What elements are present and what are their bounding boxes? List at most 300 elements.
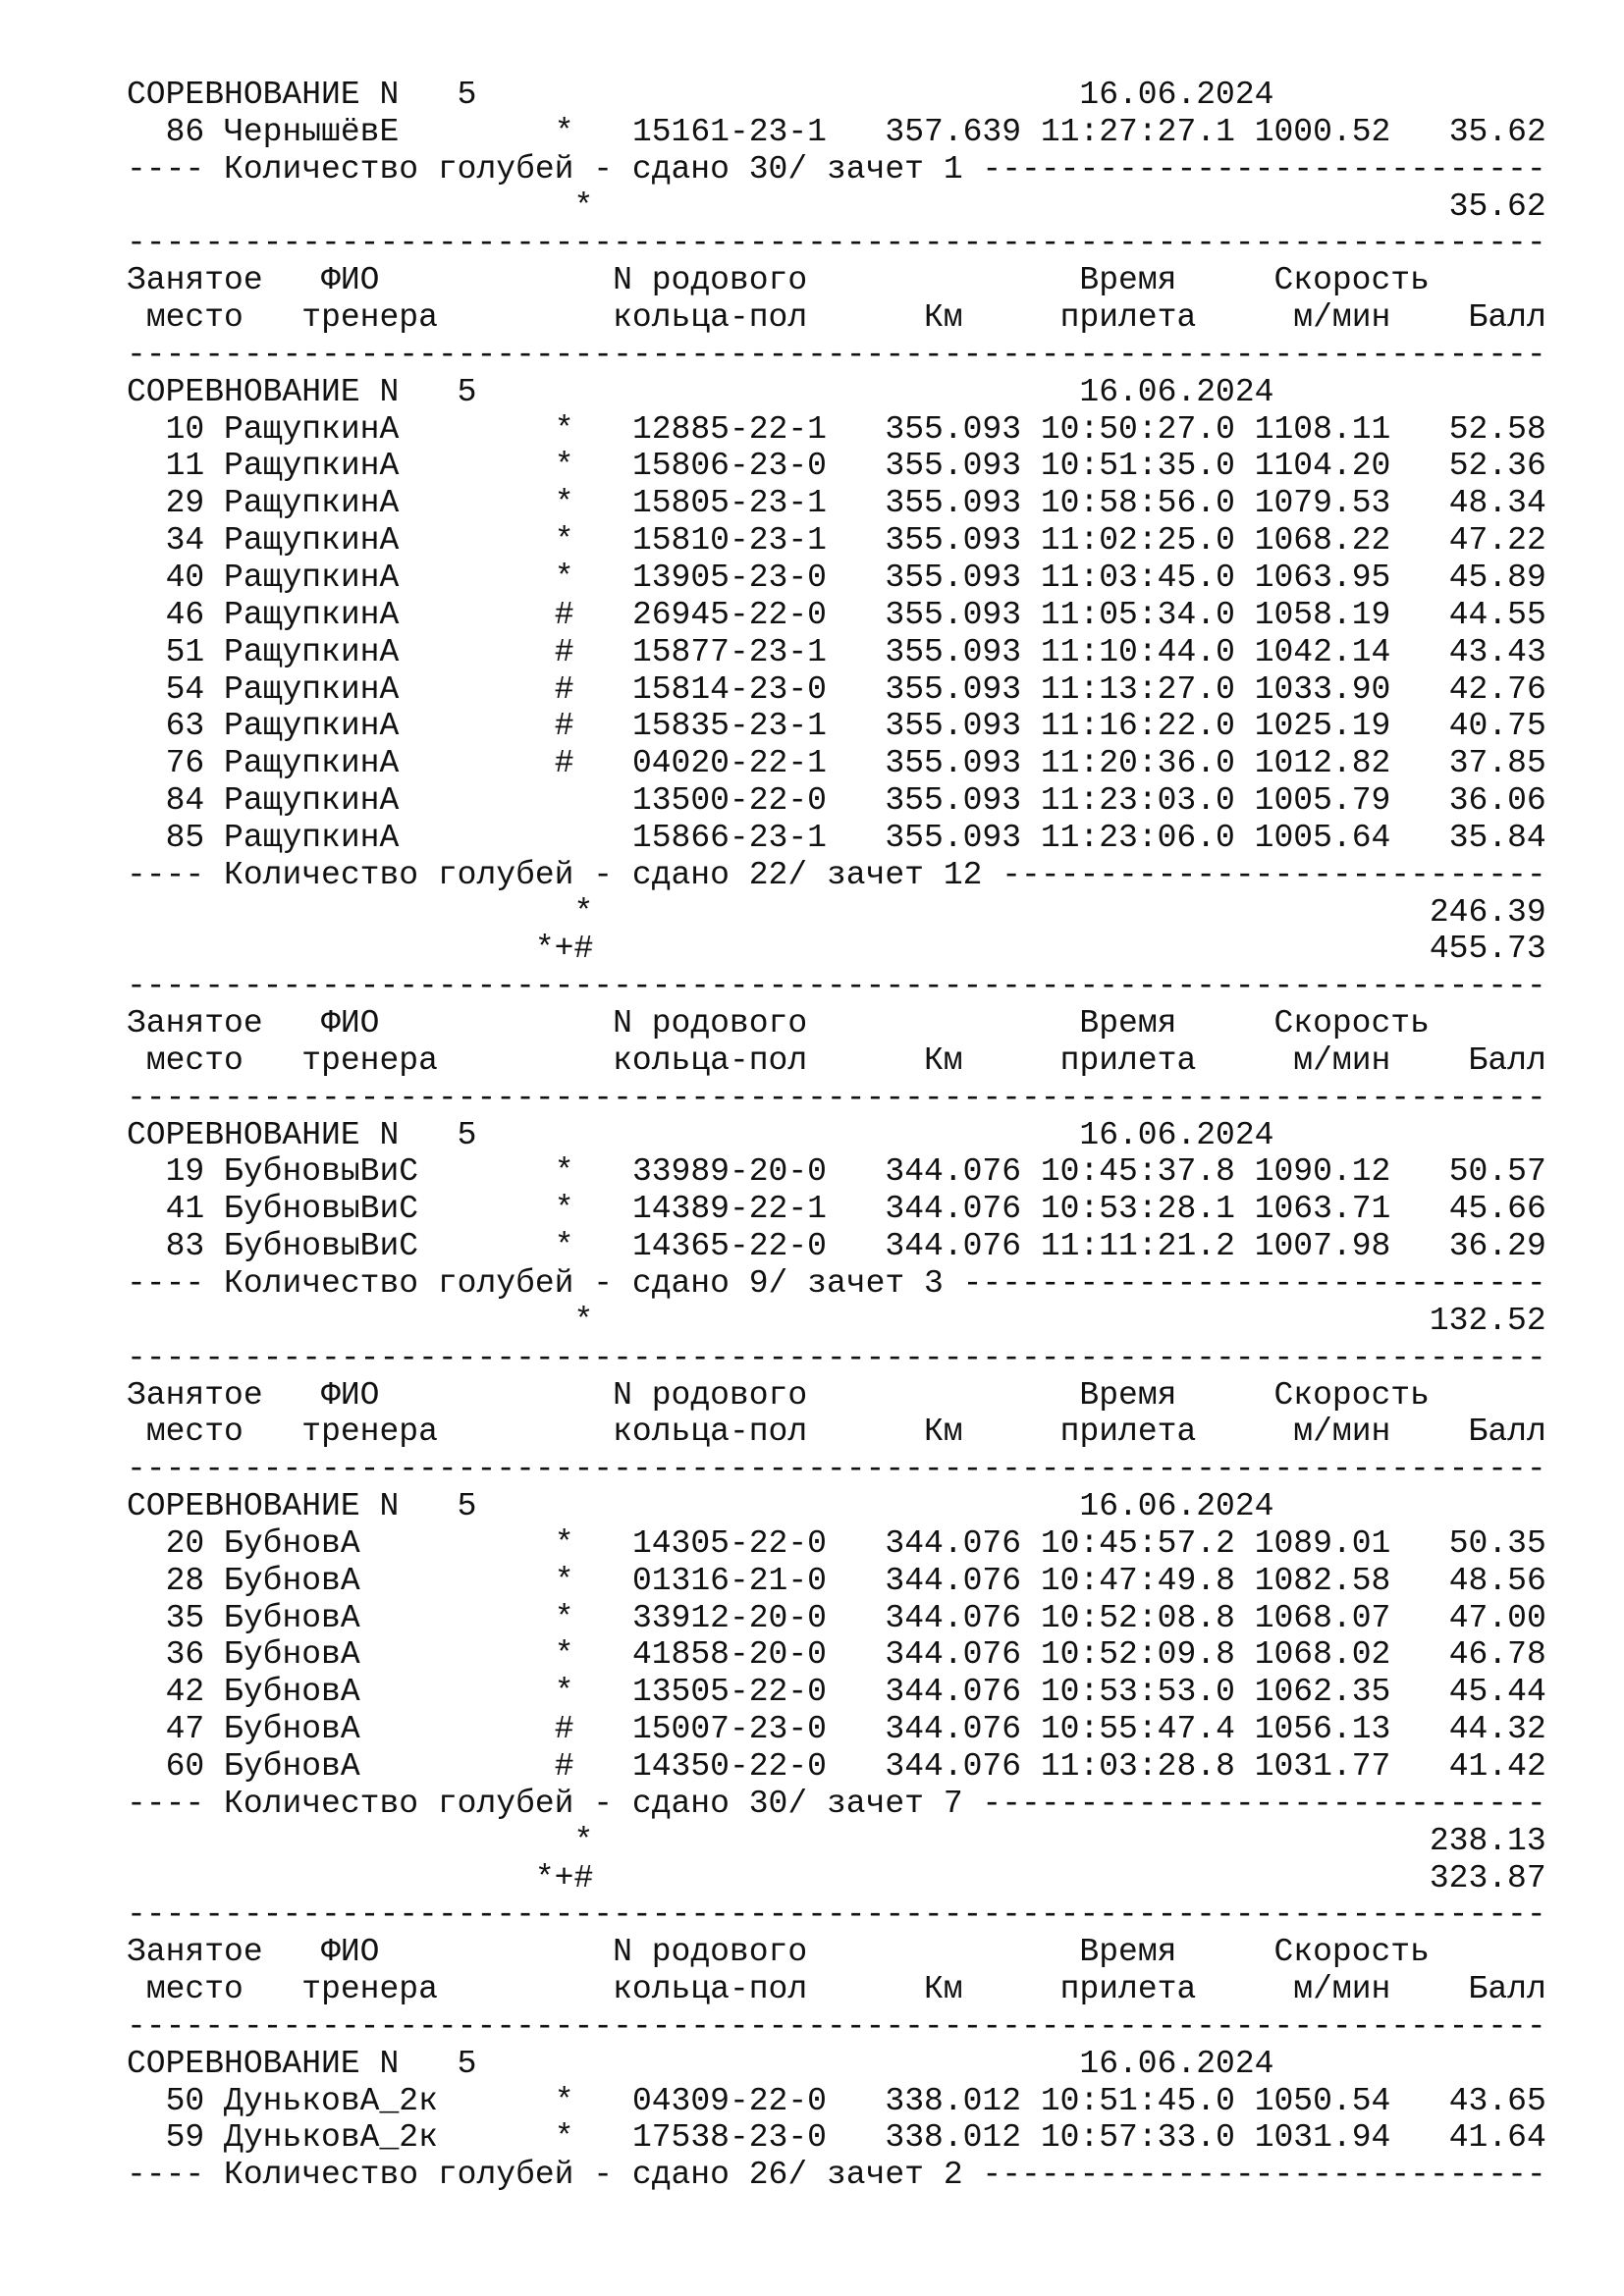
trainer-name: ЧернышёвЕ (224, 113, 400, 150)
table-row (127, 1525, 1546, 1563)
summary-label: Количество голубей - сдано (224, 856, 730, 893)
column-header-cell: ФИО (321, 1005, 380, 1042)
column-header-cell: Балл (1468, 1414, 1546, 1451)
separator-line: ------------------------------------------------------------------------- (127, 2007, 1546, 2045)
trainer-name: РащупкинА (224, 522, 400, 560)
distance-km: 355.093 (885, 448, 1022, 485)
mark: * (554, 485, 574, 522)
score: 45.89 (1448, 559, 1546, 596)
competition-date: 16.06.2024 (1079, 373, 1274, 410)
ring-number: 13905-23-0 (631, 559, 827, 596)
column-header-cell: кольца-пол (613, 1414, 808, 1451)
column-header-cell: кольца-пол (613, 299, 808, 337)
total-value: 323.87 (1429, 1859, 1546, 1896)
mark: # (554, 596, 574, 633)
score: 41.42 (1448, 1747, 1546, 1785)
speed: 1104.20 (1254, 448, 1391, 485)
counted-label: зачет (826, 1785, 924, 1822)
score: 46.78 (1448, 1636, 1546, 1674)
mark: * (554, 1636, 574, 1674)
summary-label: Количество голубей - сдано (224, 1785, 730, 1822)
mark: # (554, 633, 574, 670)
column-header-line1 (127, 1934, 1546, 1971)
speed: 1005.64 (1254, 819, 1391, 856)
mark: * (554, 1599, 574, 1636)
summary-line (127, 857, 1546, 894)
total-mark: *+# (534, 931, 594, 968)
total-value: 246.39 (1429, 893, 1546, 931)
column-header-cell: Км (924, 1041, 963, 1079)
mark: * (554, 113, 574, 150)
arrival-time: 11:02:25.0 (1040, 522, 1235, 560)
score: 36.29 (1448, 1228, 1546, 1265)
ring-number: 26945-22-0 (631, 596, 827, 633)
place: 86 (165, 113, 205, 150)
column-header-line1 (127, 262, 1546, 299)
column-header-cell: тренера (301, 1414, 438, 1451)
table-row (127, 671, 1546, 709)
trainer-name: РащупкинА (224, 670, 400, 708)
speed: 1068.02 (1254, 1636, 1391, 1674)
arrival-time: 10:58:56.0 (1040, 485, 1235, 522)
competition-date: 16.06.2024 (1079, 1116, 1274, 1153)
speed: 1058.19 (1254, 596, 1391, 633)
place: 19 (165, 1153, 205, 1191)
score: 36.06 (1448, 782, 1546, 820)
arrival-time: 11:10:44.0 (1040, 633, 1235, 670)
ring-number: 15161-23-1 (631, 113, 827, 150)
submitted-count: 26/ (748, 2157, 808, 2194)
trainer-name: РащупкинА (224, 782, 400, 820)
summary-dashes: ---- (127, 1785, 225, 1822)
trainer-name: БубновА (224, 1562, 360, 1599)
column-header-cell: тренера (301, 299, 438, 337)
arrival-time: 11:03:45.0 (1040, 559, 1235, 596)
distance-km: 344.076 (885, 1191, 1022, 1228)
column-header-line1 (127, 1005, 1546, 1042)
arrival-time: 10:45:57.2 (1040, 1524, 1235, 1562)
arrival-time: 10:47:49.8 (1040, 1562, 1235, 1599)
mark: * (554, 1228, 574, 1265)
total-line (127, 1823, 1546, 1860)
distance-km: 344.076 (885, 1153, 1022, 1191)
total-line (127, 894, 1546, 932)
table-row (127, 782, 1546, 820)
column-header-cell: Км (924, 1971, 963, 2008)
trainer-name: ДуньковА_2к (224, 2119, 438, 2157)
table-row (127, 1674, 1546, 1711)
speed: 1031.94 (1254, 2119, 1391, 2157)
total-mark: * (573, 1302, 594, 1339)
speed: 1042.14 (1254, 633, 1391, 670)
table-row (127, 708, 1546, 745)
ring-number: 04020-22-1 (631, 745, 827, 782)
column-header-cell: N родового (613, 1376, 808, 1414)
ring-number: 14305-22-0 (631, 1524, 827, 1562)
score: 45.44 (1448, 1674, 1546, 1711)
table-row (127, 1228, 1546, 1265)
competition-label: СОРЕВНОВАНИЕ N (127, 77, 400, 113)
place: 29 (165, 485, 205, 522)
arrival-time: 10:51:35.0 (1040, 448, 1235, 485)
table-row (127, 2083, 1546, 2120)
separator-line: ------------------------------------------------------------------------- (127, 1079, 1546, 1116)
trainer-name: РащупкинА (224, 819, 400, 856)
arrival-time: 10:57:33.0 (1040, 2119, 1235, 2157)
speed: 1063.71 (1254, 1191, 1391, 1228)
speed: 1056.13 (1254, 1711, 1391, 1748)
ring-number: 17538-23-0 (631, 2119, 827, 2157)
total-mark: * (573, 187, 594, 225)
competition-label: СОРЕВНОВАНИЕ N (127, 1116, 400, 1153)
competition-number: 5 (457, 373, 477, 410)
place: 41 (165, 1191, 205, 1228)
table-row (127, 597, 1546, 634)
counted-label: зачет (826, 2157, 924, 2194)
place: 51 (165, 633, 205, 670)
column-header-cell: Км (924, 1414, 963, 1451)
mark: * (554, 1674, 574, 1711)
trainer-name: РащупкинА (224, 410, 400, 448)
distance-km: 344.076 (885, 1747, 1022, 1785)
speed: 1079.53 (1254, 485, 1391, 522)
submitted-count: 30/ (748, 150, 808, 187)
summary-dashes: ---- (127, 1265, 225, 1302)
place: 10 (165, 410, 205, 448)
speed: 1012.82 (1254, 745, 1391, 782)
ring-number: 13505-22-0 (631, 1674, 827, 1711)
column-header-cell: кольца-пол (613, 1041, 808, 1079)
total-line (127, 1303, 1546, 1340)
column-header-cell: прилета (1059, 1971, 1197, 2008)
summary-line (127, 151, 1546, 188)
summary-dashes: ---- (127, 150, 225, 187)
column-header-cell: Время (1079, 1376, 1177, 1414)
summary-dashes: ---- (127, 856, 225, 893)
summary-dashes: ----------------------------- (962, 2157, 1546, 2194)
column-header-cell: место (145, 1041, 244, 1079)
speed: 1031.77 (1254, 1747, 1391, 1785)
summary-line (127, 2157, 1546, 2194)
table-row (127, 1153, 1546, 1191)
speed: 1000.52 (1254, 113, 1391, 150)
summary-line (127, 1786, 1546, 1823)
speed: 1062.35 (1254, 1674, 1391, 1711)
ring-number: 14389-22-1 (631, 1191, 827, 1228)
place: 20 (165, 1524, 205, 1562)
trainer-name: БубновА (224, 1747, 360, 1785)
competition-number: 5 (457, 1116, 477, 1153)
ring-number: 12885-22-1 (631, 410, 827, 448)
trainer-name: РащупкинА (224, 745, 400, 782)
ring-number: 14365-22-0 (631, 1228, 827, 1265)
counted-count: 12 (943, 856, 983, 893)
column-header-line2 (127, 1042, 1546, 1080)
ring-number: 15835-23-1 (631, 708, 827, 745)
arrival-time: 10:53:28.1 (1040, 1191, 1235, 1228)
column-header-cell: тренера (301, 1041, 438, 1079)
column-header-cell: место (145, 1971, 244, 2008)
column-header-line2 (127, 1414, 1546, 1451)
trainer-name: РащупкинА (224, 559, 400, 596)
speed: 1068.22 (1254, 522, 1391, 560)
distance-km: 338.012 (885, 2082, 1022, 2119)
column-header-cell: Занятое (127, 1934, 263, 1971)
place: 35 (165, 1599, 205, 1636)
distance-km: 344.076 (885, 1228, 1022, 1265)
total-mark: *+# (534, 1859, 594, 1896)
mark: * (554, 559, 574, 596)
ring-number: 33912-20-0 (631, 1599, 827, 1636)
table-row (127, 485, 1546, 522)
column-header-cell: Время (1079, 1934, 1177, 1971)
score: 44.32 (1448, 1711, 1546, 1748)
table-row (127, 634, 1546, 671)
arrival-time: 11:23:03.0 (1040, 782, 1235, 820)
submitted-count: 9/ (748, 1265, 788, 1302)
ring-number: 15866-23-1 (631, 819, 827, 856)
table-row (127, 1563, 1546, 1600)
arrival-time: 11:11:21.2 (1040, 1228, 1235, 1265)
distance-km: 338.012 (885, 2119, 1022, 2157)
column-header-cell: Скорость (1273, 1376, 1430, 1414)
column-header-cell: место (145, 1414, 244, 1451)
trainer-name: РащупкинА (224, 596, 400, 633)
table-row (127, 820, 1546, 857)
mark: * (554, 522, 574, 560)
mark: * (554, 410, 574, 448)
competition-header (127, 77, 1546, 114)
score: 40.75 (1448, 708, 1546, 745)
counted-label: зачет (826, 856, 924, 893)
place: 28 (165, 1562, 205, 1599)
place: 60 (165, 1747, 205, 1785)
table-row (127, 411, 1546, 449)
counted-label: зачет (807, 1265, 905, 1302)
arrival-time: 10:52:09.8 (1040, 1636, 1235, 1674)
place: 59 (165, 2119, 205, 2157)
competition-date: 16.06.2024 (1079, 1488, 1274, 1525)
distance-km: 357.639 (885, 113, 1022, 150)
table-row (127, 114, 1546, 151)
distance-km: 355.093 (885, 522, 1022, 560)
arrival-time: 11:13:27.0 (1040, 670, 1235, 708)
column-header-cell: Км (924, 299, 963, 337)
distance-km: 355.093 (885, 485, 1022, 522)
distance-km: 355.093 (885, 782, 1021, 820)
distance-km: 344.076 (885, 1636, 1022, 1674)
distance-km: 355.093 (885, 559, 1022, 596)
competition-number: 5 (457, 2045, 477, 2082)
column-header-cell: м/мин (1293, 1041, 1391, 1079)
ring-number: 04309-22-0 (631, 2082, 827, 2119)
score: 35.84 (1448, 819, 1546, 856)
ring-number: 15007-23-0 (631, 1711, 827, 1748)
trainer-name: БубновыВиС (224, 1191, 419, 1228)
ring-number: 15805-23-1 (631, 485, 827, 522)
competition-header (127, 374, 1546, 411)
trainer-name: БубновА (224, 1524, 360, 1562)
speed: 1082.58 (1254, 1562, 1391, 1599)
counted-count: 7 (943, 1785, 963, 1822)
distance-km: 344.076 (885, 1711, 1022, 1748)
column-header-cell: N родового (613, 262, 808, 299)
submitted-count: 22/ (748, 856, 808, 893)
column-header-cell: место (145, 299, 244, 337)
mark: # (554, 745, 574, 782)
speed: 1089.01 (1254, 1524, 1391, 1562)
place: 76 (165, 745, 205, 782)
column-header-cell: Скорость (1273, 262, 1430, 299)
competition-header (127, 2046, 1546, 2083)
trainer-name: РащупкинА (224, 633, 400, 670)
ring-number: 15877-23-1 (631, 633, 827, 670)
separator-line: ------------------------------------------------------------------------- (127, 225, 1546, 262)
column-header-cell: прилета (1059, 1414, 1197, 1451)
place: 63 (165, 708, 205, 745)
score: 52.36 (1448, 448, 1546, 485)
summary-label: Количество голубей - сдано (224, 2157, 730, 2194)
score: 37.85 (1448, 745, 1546, 782)
summary-dashes: ---- (127, 2157, 225, 2194)
ring-number: 14350-22-0 (631, 1747, 827, 1785)
speed: 1090.12 (1254, 1153, 1391, 1191)
table-row (127, 1636, 1546, 1674)
distance-km: 355.093 (885, 708, 1022, 745)
score: 45.66 (1448, 1191, 1546, 1228)
arrival-time: 11:05:34.0 (1040, 596, 1235, 633)
total-value: 132.52 (1429, 1302, 1546, 1339)
arrival-time: 10:50:27.0 (1040, 410, 1235, 448)
mark: * (554, 2082, 574, 2119)
table-row (127, 1191, 1546, 1228)
mark: * (554, 1562, 574, 1599)
distance-km: 355.093 (885, 670, 1022, 708)
submitted-count: 30/ (748, 1785, 808, 1822)
column-header-cell: Время (1079, 1005, 1177, 1042)
score: 43.43 (1448, 633, 1546, 670)
score: 48.56 (1448, 1562, 1546, 1599)
mark: * (554, 1153, 574, 1191)
place: 11 (165, 448, 205, 485)
mark: * (554, 2119, 574, 2157)
distance-km: 344.076 (885, 1524, 1022, 1562)
column-header-cell: Занятое (127, 1376, 263, 1414)
competition-date: 16.06.2024 (1079, 2045, 1274, 2082)
column-header-cell: прилета (1059, 299, 1197, 337)
column-header-cell: Занятое (127, 1005, 263, 1042)
trainer-name: ДуньковА_2к (224, 2082, 438, 2119)
table-row (127, 1600, 1546, 1637)
place: 36 (165, 1636, 205, 1674)
column-header-cell: N родового (613, 1005, 808, 1042)
separator-line: ------------------------------------------------------------------------- (127, 968, 1546, 1005)
score: 41.64 (1448, 2119, 1546, 2157)
total-mark: * (573, 893, 594, 931)
place: 85 (165, 819, 205, 856)
column-header-cell: м/мин (1293, 1971, 1391, 2008)
column-header-cell: ФИО (321, 262, 380, 299)
place: 54 (165, 670, 205, 708)
summary-dashes: ----------------------------- (962, 150, 1546, 187)
column-header-line1 (127, 1377, 1546, 1415)
column-header-cell: ФИО (321, 1376, 380, 1414)
place: 42 (165, 1674, 205, 1711)
mark: # (554, 708, 574, 745)
ring-number: 15806-23-0 (631, 448, 827, 485)
ring-number: 33989-20-0 (631, 1153, 827, 1191)
total-value: 35.62 (1448, 187, 1546, 225)
trainer-name: БубновыВиС (224, 1228, 419, 1265)
column-header-cell: Скорость (1273, 1934, 1430, 1971)
competition-number: 5 (457, 77, 477, 113)
column-header-cell: м/мин (1293, 299, 1391, 337)
column-header-cell: Балл (1468, 1971, 1546, 2008)
column-header-cell: Занятое (127, 262, 263, 299)
ring-number: 15814-23-0 (631, 670, 827, 708)
column-header-cell: кольца-пол (613, 1971, 808, 2008)
table-row (127, 1711, 1546, 1748)
summary-dashes: ------------------------------ (943, 1265, 1546, 1302)
mark: * (554, 1191, 574, 1228)
summary-label: Количество голубей - сдано (224, 150, 730, 187)
place: 46 (165, 596, 205, 633)
competition-header (127, 1488, 1546, 1525)
column-header-line2 (127, 299, 1546, 337)
speed: 1108.11 (1254, 410, 1391, 448)
competition-label: СОРЕВНОВАНИЕ N (127, 2045, 400, 2082)
total-line (127, 188, 1546, 226)
summary-dashes: ---------------------------- (982, 856, 1546, 893)
separator-line: ------------------------------------------------------------------------- (127, 336, 1546, 373)
ring-number: 13500-22-0 (631, 782, 827, 820)
score: 52.58 (1448, 410, 1546, 448)
place: 50 (165, 2082, 205, 2119)
score: 43.65 (1448, 2082, 1546, 2119)
score: 42.76 (1448, 670, 1546, 708)
score: 48.34 (1448, 485, 1546, 522)
ring-number: 01316-21-0 (631, 1562, 827, 1599)
distance-km: 344.076 (885, 1599, 1022, 1636)
total-mark: * (573, 1822, 594, 1859)
column-header-cell: Балл (1468, 1041, 1546, 1079)
speed: 1007.98 (1254, 1228, 1391, 1265)
competition-label: СОРЕВНОВАНИЕ N (127, 373, 400, 410)
counted-count: 2 (943, 2157, 963, 2194)
counted-count: 1 (943, 150, 963, 187)
trainer-name: РащупкинА (224, 448, 400, 485)
arrival-time: 11:23:06.0 (1040, 819, 1235, 856)
arrival-time: 11:27:27.1 (1040, 113, 1235, 150)
competition-label: СОРЕВНОВАНИЕ N (127, 1488, 400, 1525)
total-value: 238.13 (1429, 1822, 1546, 1859)
separator-line: ------------------------------------------------------------------------- (127, 1451, 1546, 1488)
mark: # (554, 1747, 574, 1785)
column-header-cell: м/мин (1293, 1414, 1391, 1451)
results-report (127, 77, 1546, 2194)
score: 50.57 (1448, 1153, 1546, 1191)
separator-line: ------------------------------------------------------------------------- (127, 1339, 1546, 1376)
column-header-line2 (127, 1971, 1546, 2008)
trainer-name: БубновыВиС (224, 1153, 419, 1191)
summary-label: Количество голубей - сдано (224, 1265, 730, 1302)
score: 35.62 (1448, 113, 1546, 150)
column-header-cell: N родового (613, 1934, 808, 1971)
ring-number: 15810-23-1 (631, 522, 827, 560)
distance-km: 355.093 (885, 633, 1022, 670)
arrival-time: 10:51:45.0 (1040, 2082, 1235, 2119)
distance-km: 355.093 (885, 410, 1022, 448)
